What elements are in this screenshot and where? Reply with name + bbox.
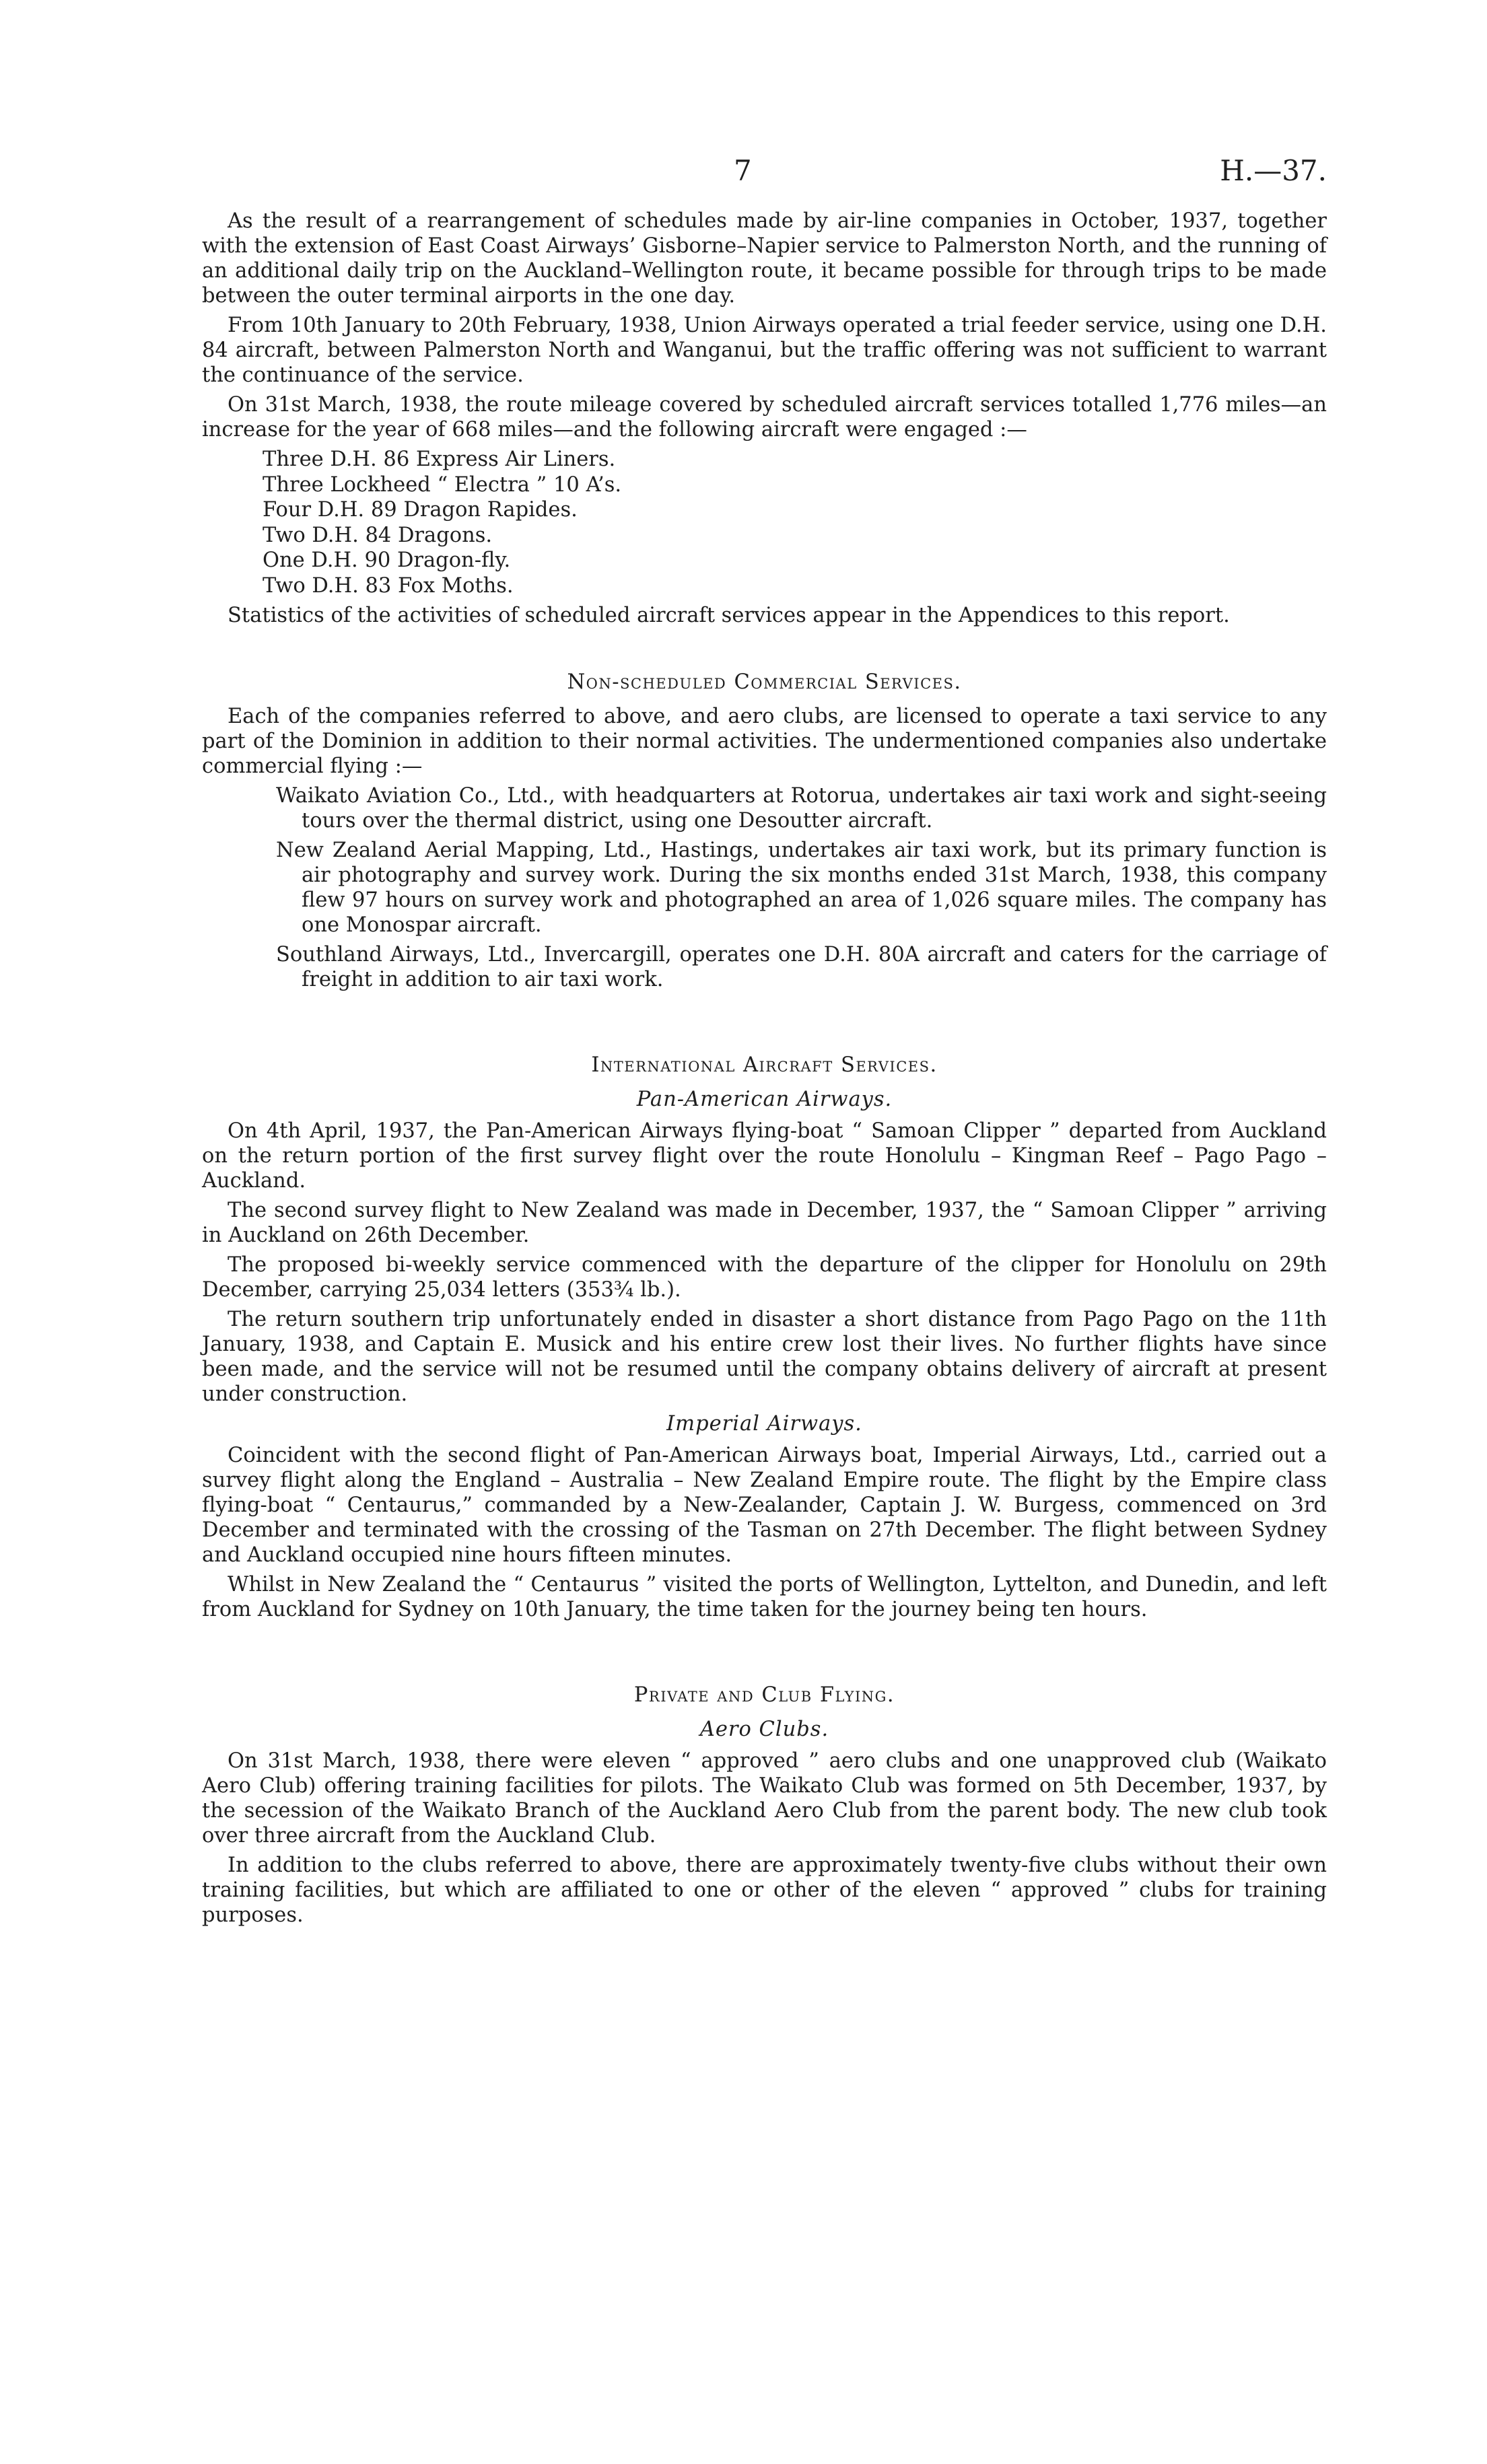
paragraph: As the result of a rearrangement of schedules made by air-line companies in October, 1937, together with the extension of East Coast Airways’ Gisborne–Napier service to Palmerston North, and the running of an additional daily trip on the Auckland–Wellington route, it became possible for through trips to be made between the outer terminal airports in the one day. [202, 209, 1327, 308]
paragraph: The return southern trip unfortunately ended in disaster a short distance from Pago Pago on the 11th January, 1938, and Captain E. Musick and his entire crew lost their lives. No further flights have since been made, and the service will not be resumed until the company obtains delivery of aircraft at present under construction. [202, 1308, 1327, 1406]
page-header [202, 148, 1327, 209]
subsection-heading: Aero Clubs. [699, 1718, 829, 1741]
paragraph: Coincident with the second flight of Pan-American Airways boat, Imperial Airways, Ltd., carried out a survey flight along the England – Australia – New Zealand Empire route. The flight by the Empire class flying-boat “ Centaurus,” commanded by a New-Zealander, Captain J. W. Burgess, commenced on 3rd December and terminated with the crossing of the Tasman on 27th December. The flight between Sydney and Auckland occupied nine hours fifteen minutes. [202, 1444, 1327, 1567]
paragraph: The second survey flight to New Zealand was made in December, 1937, the “ Samoan Clipper ” arriving in Auckland on 26th December. [202, 1199, 1327, 1247]
aircraft-list [263, 447, 1327, 598]
scheduled-services-section [202, 209, 1327, 628]
list-item: Waikato Aviation Co., Ltd., with headquarters at Rotorua, undertakes air taxi work and sight-seeing tours over the thermal district, using one Desoutter aircraft. [276, 784, 1327, 833]
paragraph: Each of the companies referred to above, and aero clubs, are licensed to operate a taxi service to any part of the Dominion in addition to their normal activities. The undermentioned companies also undertake commercial flying :— [202, 705, 1327, 778]
page-number: 7 [734, 154, 752, 187]
document-reference: H.—37. [1220, 154, 1327, 187]
list-item: New Zealand Aerial Mapping, Ltd., Hastings, undertakes air taxi work, but its primary function is air photography and survey work. During the six months ended 31st March, 1938, this company flew 97 hours on survey work and photographed an area of 1,026 square miles. The company has one Monospar aircraft. [276, 839, 1327, 937]
paragraph: In addition to the clubs referred to above, there are approximately twenty-five clubs without their own training facilities, but which are affiliated to one or other of the eleven “ approved ” clubs for training purposes. [202, 1854, 1327, 1927]
subsection-heading: Imperial Airways. [666, 1412, 862, 1436]
private-flying-section [202, 1683, 1327, 1928]
list-item: Three D.H. 86 Express Air Liners. [263, 448, 616, 471]
list-item: Four D.H. 89 Dragon Rapides. [263, 498, 578, 522]
paragraph: On 31st March, 1938, there were eleven “ approved ” aero clubs and one unapproved club (Waikato Aero Club) offering training facilities for pilots. The Waikato Club was formed on 5th December, 1937, by the secession of the Waikato Branch of the Auckland Aero Club from the parent body. The new club took over three aircraft from the Auckland Club. [202, 1749, 1327, 1847]
paragraph: The proposed bi-weekly service commenced with the departure of the clipper for Honolulu on 29th December, carrying 25,034 letters (353¾ lb.). [202, 1253, 1327, 1302]
international-section [202, 1053, 1327, 1622]
list-item: Two D.H. 84 Dragons. [263, 523, 493, 547]
paragraph: On 31st March, 1938, the route mileage covered by scheduled aircraft services totalled 1,776 miles—an increase for the year of 668 miles—and the following aircraft were engaged :— [202, 393, 1327, 442]
paragraph: Statistics of the activities of scheduled aircraft services appear in the Appendices to this report. [228, 604, 1230, 627]
list-item: Three Lockheed “ Electra ” 10 A’s. [263, 472, 622, 497]
section-heading: International Aircraft Services. [591, 1053, 938, 1077]
list-item: Two D.H. 83 Fox Moths. [263, 573, 514, 598]
section-heading: Non-scheduled Commercial Services. [567, 670, 962, 694]
list-item: One D.H. 90 Dragon-fly. [263, 549, 511, 572]
subsection-heading: Pan-American Airways. [636, 1088, 893, 1111]
non-scheduled-section [202, 670, 1327, 992]
paragraph: On 4th April, 1937, the Pan-American Airways flying-boat “ Samoan Clipper ” departed from Auckland on the return portion of the first survey flight over the route Honolulu – Kingman Reef – Pago Pago – Auckland. [202, 1119, 1327, 1193]
list-item: Southland Airways, Ltd., Invercargill, operates one D.H. 80A aircraft and caters for the carriage of freight in addition to air taxi work. [276, 943, 1327, 991]
paragraph: From 10th January to 20th February, 1938, Union Airways operated a trial feeder service, using one D.H. 84 aircraft, between Palmerston North and Wanganui, but the traffic offering was not sufficient to warrant the continuance of the service. [202, 314, 1327, 387]
paragraph: Whilst in New Zealand the “ Centaurus ” visited the ports of Wellington, Lyttelton, and Dunedin, and left from Auckland for Sydney on 10th January, the time taken for the journey being ten hours. [202, 1573, 1327, 1621]
section-heading: Private and Club Flying. [633, 1683, 895, 1707]
